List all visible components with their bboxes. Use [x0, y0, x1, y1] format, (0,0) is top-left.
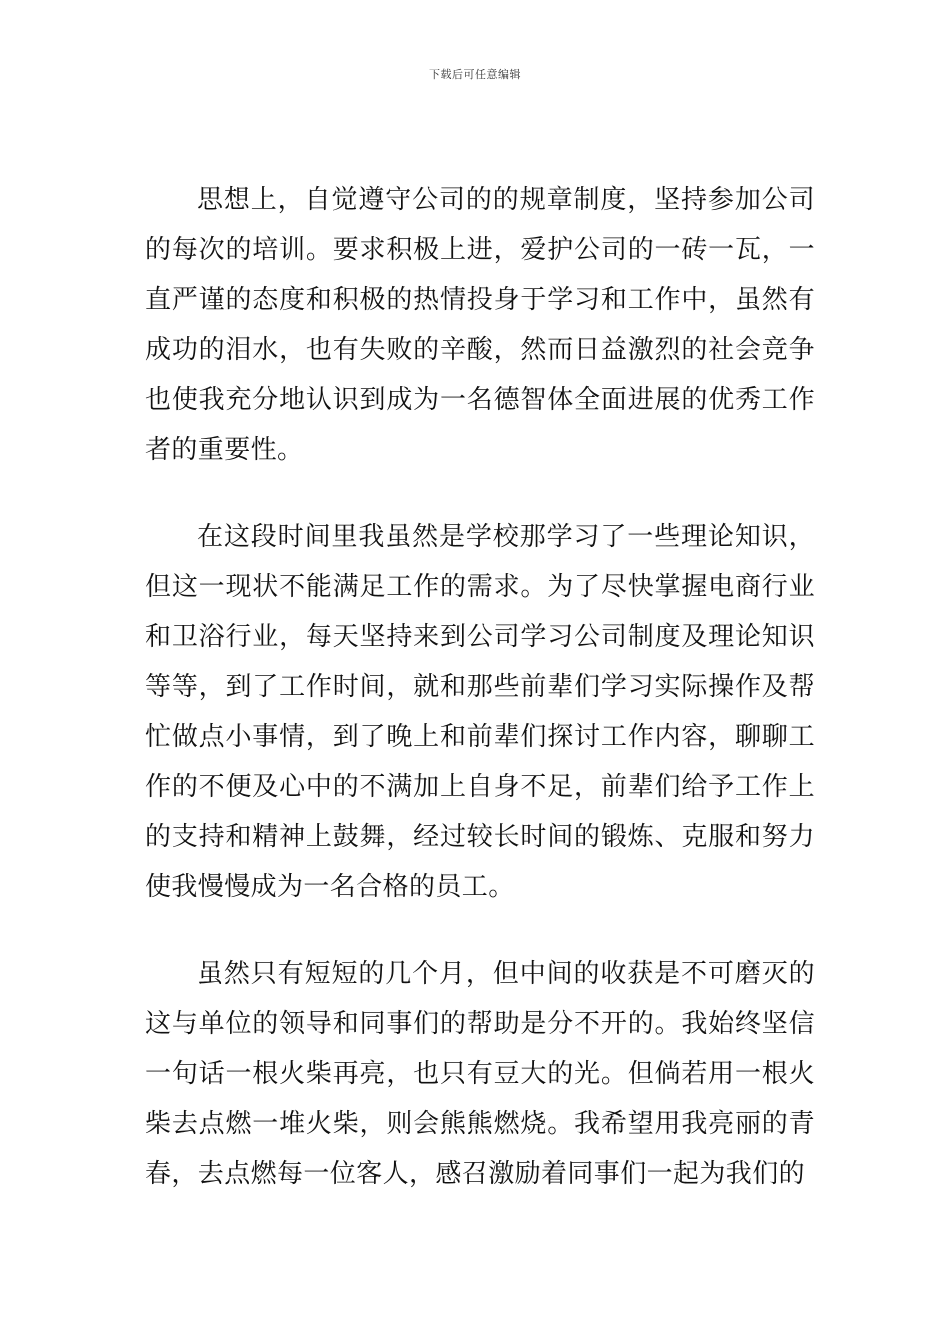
paragraph-3: 虽然只有短短的几个月，但中间的收获是不可磨灭的这与单位的领导和同事们的帮助是分不开的。我始终坚信一句话一根火柴再亮，也只有豆大的光。但倘若用一根火柴去点燃一堆火柴，则会熊熊燃烧。我希望用我亮丽的青春，去点燃每一位客人，感召激励着同事们一起为我们的 — [145, 959, 815, 1189]
paragraph-1: 思想上，自觉遵守公司的的规章制度，坚持参加公司的每次的培训。要求积极上进，爱护公司的一砖一瓦，一直严谨的态度和积极的热情投身于学习和工作中，虽然有成功的泪水，也有失败的辛酸，然而日益激烈的社会竞争也使我充分地认识到成为一名德智体全面进展的优秀工作者的重要性。 — [145, 185, 815, 465]
paragraph-2: 在这段时间里我虽然是学校那学习了一些理论知识，但这一现状不能满足工作的需求。为了尽快掌握电商行业和卫浴行业，每天坚持来到公司学习公司制度及理论知识等等，到了工作时间，就和那些前辈们学习实际操作及帮忙做点小事情，到了晚上和前辈们探讨工作内容，聊聊工作的不便及心中的不满加上自身不足，前辈们给予工作上的支持和精神上鼓舞，经过较长时间的锻炼、克服和努力使我慢慢成为一名合格的员工。 — [145, 522, 815, 902]
page-header: 下载后可任意编辑 — [429, 68, 521, 81]
document-body — [145, 175, 815, 1199]
